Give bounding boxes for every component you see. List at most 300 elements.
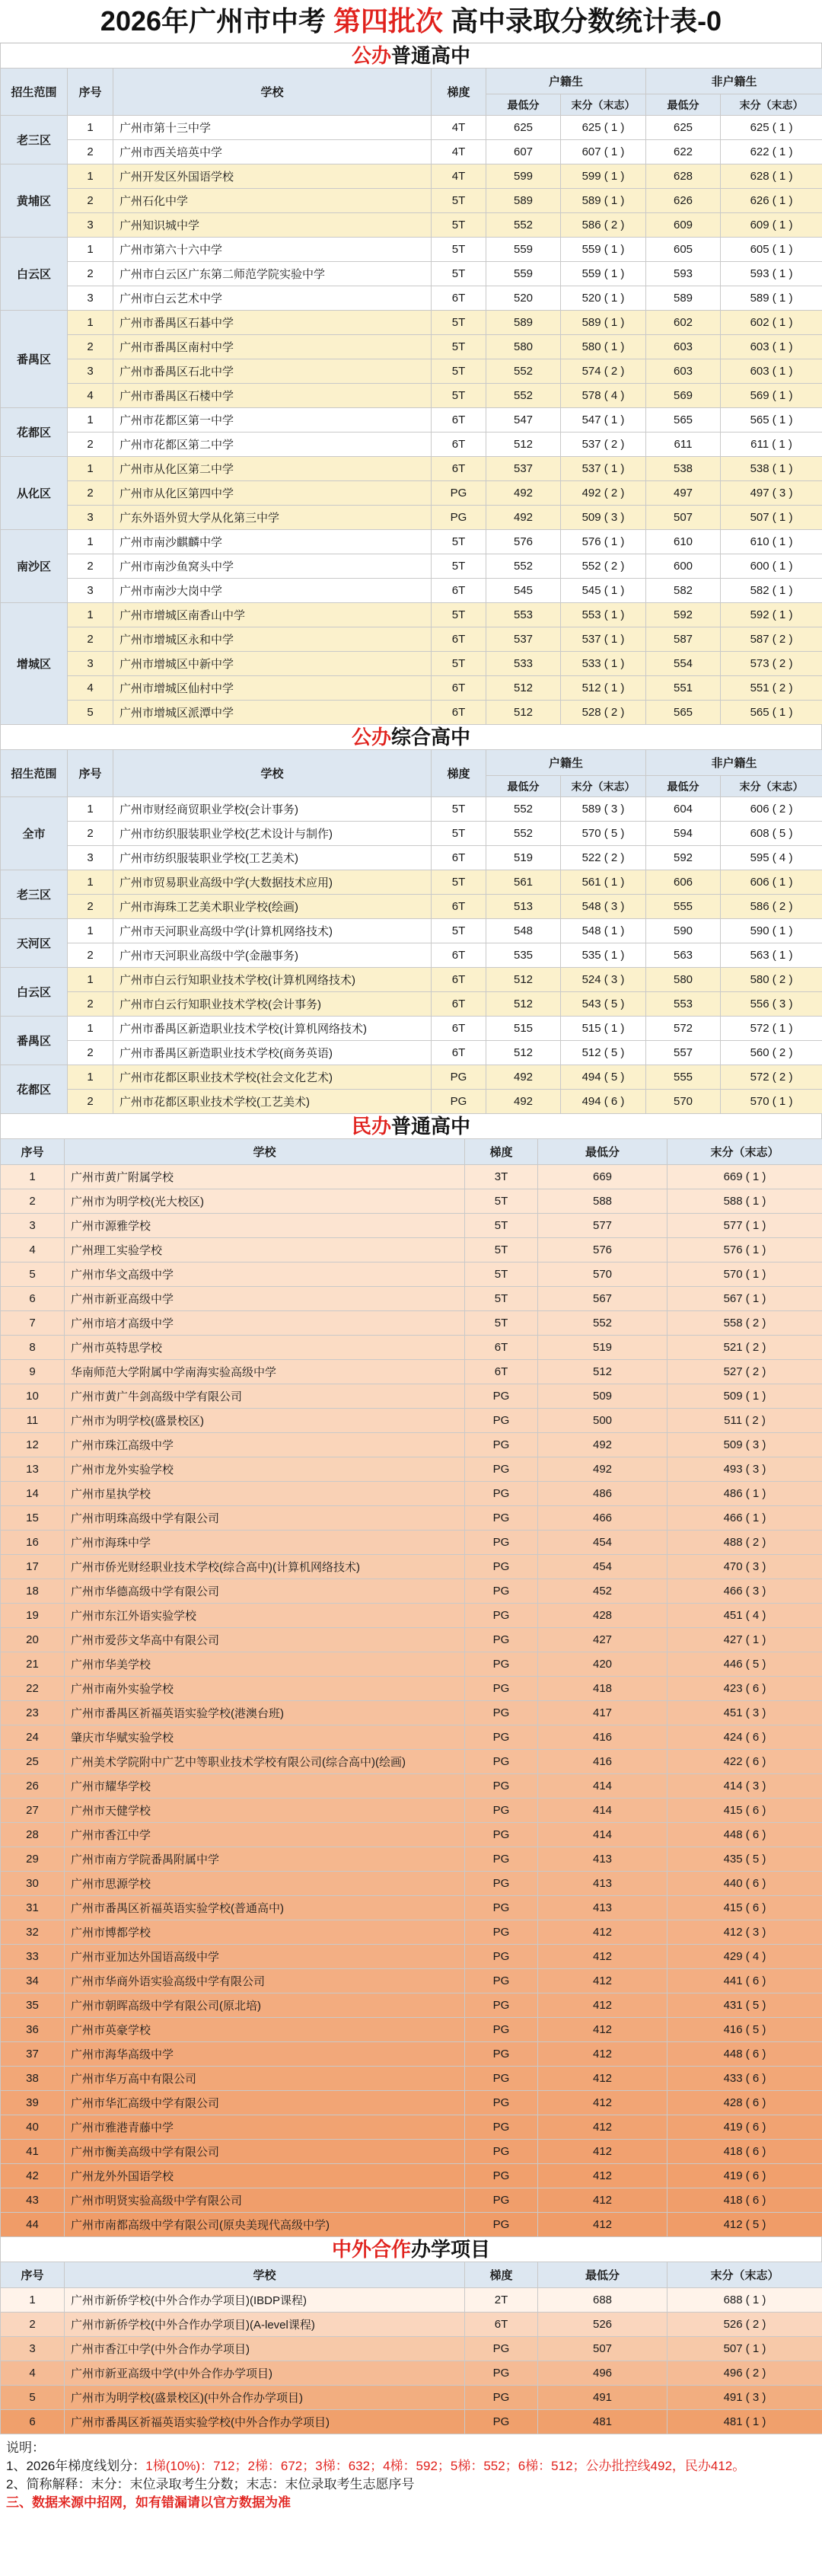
min-score: 417 xyxy=(538,1701,667,1725)
section-title-red: 公办 xyxy=(351,726,391,749)
local-min: 559 xyxy=(486,262,561,286)
nonlocal-tail: 565 ( 1 ) xyxy=(721,701,822,725)
row-no: 25 xyxy=(1,1750,65,1774)
table-row xyxy=(1,189,822,213)
row-no: 15 xyxy=(1,1506,65,1531)
tier: 5T xyxy=(432,311,486,335)
public-table xyxy=(0,68,822,725)
min-score: 570 xyxy=(538,1262,667,1287)
region-cell: 白云区 xyxy=(1,238,68,311)
nonlocal-min: 554 xyxy=(646,652,721,676)
region-cell: 花都区 xyxy=(1,1065,68,1114)
min-score: 418 xyxy=(538,1677,667,1701)
tail-score: 570 ( 1 ) xyxy=(667,1262,822,1287)
local-min: 548 xyxy=(486,919,561,943)
min-score: 412 xyxy=(538,1969,667,1993)
school-name: 广州市海珠工艺美术职业学校(绘画) xyxy=(113,895,432,919)
table-row xyxy=(1,2067,822,2091)
tier: 5T xyxy=(465,1238,538,1262)
local-tail: 574 ( 2 ) xyxy=(561,359,646,384)
local-tail: 578 ( 4 ) xyxy=(561,384,646,408)
tier: PG xyxy=(465,2091,538,2115)
row-no: 2 xyxy=(68,1041,113,1065)
row-no: 2 xyxy=(68,335,113,359)
row-no: 4 xyxy=(1,2361,65,2386)
row-no: 35 xyxy=(1,1993,65,2018)
region-cell: 全市 xyxy=(1,797,68,870)
public-sections xyxy=(0,43,822,1114)
tail-score: 488 ( 2 ) xyxy=(667,1531,822,1555)
nonlocal-min: 590 xyxy=(646,919,721,943)
school-name: 广州市南都高级中学有限公司(原央美现代高级中学) xyxy=(65,2213,465,2237)
school-name: 广州市星执学校 xyxy=(65,1482,465,1506)
local-tail: 576 ( 1 ) xyxy=(561,530,646,554)
nonlocal-min: 555 xyxy=(646,1065,721,1090)
row-no: 34 xyxy=(1,1969,65,1993)
table-row xyxy=(1,2115,822,2140)
school-name: 广州市明珠高级中学有限公司 xyxy=(65,1506,465,1531)
tier: PG xyxy=(465,1555,538,1579)
col-header-no: 序号 xyxy=(1,1139,65,1165)
row-no: 2 xyxy=(68,189,113,213)
tier: 6T xyxy=(432,846,486,870)
table-row xyxy=(1,457,822,481)
note-tiers xyxy=(6,2457,816,2475)
min-score: 413 xyxy=(538,1896,667,1920)
col-header-min: 最低分 xyxy=(646,94,721,116)
nonlocal-tail: 603 ( 1 ) xyxy=(721,335,822,359)
tier: PG xyxy=(465,2067,538,2091)
tail-score: 440 ( 6 ) xyxy=(667,1872,822,1896)
min-score: 412 xyxy=(538,2140,667,2164)
row-no: 10 xyxy=(1,1384,65,1409)
school-name: 广州市白云行知职业技术学校(会计事务) xyxy=(113,992,432,1017)
row-no: 1 xyxy=(68,457,113,481)
school-name: 广州市白云区广东第二师范学院实验中学 xyxy=(113,262,432,286)
school-name: 广州市白云行知职业技术学校(计算机网络技术) xyxy=(113,968,432,992)
min-score: 428 xyxy=(538,1604,667,1628)
row-no: 40 xyxy=(1,2115,65,2140)
table-row xyxy=(1,286,822,311)
nonlocal-min: 610 xyxy=(646,530,721,554)
nonlocal-min: 538 xyxy=(646,457,721,481)
nonlocal-tail: 569 ( 1 ) xyxy=(721,384,822,408)
tier: PG xyxy=(465,1384,538,1409)
table-row xyxy=(1,1017,822,1041)
tail-score: 415 ( 6 ) xyxy=(667,1896,822,1920)
table-row xyxy=(1,2313,822,2337)
col-header-school: 学校 xyxy=(65,2262,465,2288)
region-cell: 番禺区 xyxy=(1,1017,68,1065)
nonlocal-min: 602 xyxy=(646,311,721,335)
tier: PG xyxy=(465,1409,538,1433)
tier: PG xyxy=(465,1896,538,1920)
nonlocal-tail: 556 ( 3 ) xyxy=(721,992,822,1017)
tier: 6T xyxy=(432,286,486,311)
school-name: 广州市南沙大岗中学 xyxy=(113,579,432,603)
tier: 5T xyxy=(432,554,486,579)
local-min: 519 xyxy=(486,846,561,870)
col-header-min: 最低分 xyxy=(486,776,561,797)
local-tail: 570 ( 5 ) xyxy=(561,822,646,846)
min-score: 507 xyxy=(538,2337,667,2361)
school-name: 广州市番禺区祈福英语实验学校(普通高中) xyxy=(65,1896,465,1920)
tier: PG xyxy=(465,1823,538,1847)
local-min: 512 xyxy=(486,701,561,725)
nonlocal-min: 592 xyxy=(646,846,721,870)
tier: PG xyxy=(465,2386,538,2410)
school-name: 广州市华商外语实验高级中学有限公司 xyxy=(65,1969,465,1993)
row-no: 5 xyxy=(1,1262,65,1287)
tail-score: 511 ( 2 ) xyxy=(667,1409,822,1433)
min-score: 454 xyxy=(538,1531,667,1555)
tail-score: 431 ( 5 ) xyxy=(667,1993,822,2018)
min-score: 491 xyxy=(538,2386,667,2410)
table-row xyxy=(1,1189,822,1214)
school-name: 广州市纺织服装职业学校(艺术设计与制作) xyxy=(113,822,432,846)
row-no: 36 xyxy=(1,2018,65,2042)
table-row xyxy=(1,1384,822,1409)
local-tail: 494 ( 6 ) xyxy=(561,1090,646,1114)
row-no: 1 xyxy=(68,968,113,992)
row-no: 1 xyxy=(68,1017,113,1041)
tier: 5T xyxy=(432,189,486,213)
table-row xyxy=(1,2213,822,2237)
row-no: 2 xyxy=(1,2313,65,2337)
local-min: 537 xyxy=(486,627,561,652)
tier: 5T xyxy=(465,1311,538,1336)
table-row xyxy=(1,1945,822,1969)
table-row xyxy=(1,1677,822,1701)
min-score: 588 xyxy=(538,1189,667,1214)
public-section-title xyxy=(0,725,822,749)
table-row xyxy=(1,262,822,286)
tail-score: 429 ( 4 ) xyxy=(667,1945,822,1969)
public-table xyxy=(0,749,822,1114)
table-row xyxy=(1,1433,822,1457)
school-name: 肇庆市华赋实验学校 xyxy=(65,1725,465,1750)
tier: PG xyxy=(465,1433,538,1457)
school-name: 广州市第十三中学 xyxy=(113,116,432,140)
col-header-tail: 末分（末志） xyxy=(561,94,646,116)
row-no: 16 xyxy=(1,1531,65,1555)
local-min: 512 xyxy=(486,676,561,701)
school-name: 广州市亚加达外国语高级中学 xyxy=(65,1945,465,1969)
min-score: 414 xyxy=(538,1774,667,1799)
table-row xyxy=(1,2091,822,2115)
school-name: 广州市天河职业高级中学(金融事务) xyxy=(113,943,432,968)
min-score: 481 xyxy=(538,2410,667,2434)
tier: PG xyxy=(465,2042,538,2067)
tier: PG xyxy=(465,1628,538,1652)
school-name: 广州市华万高中有限公司 xyxy=(65,2067,465,2091)
row-no: 2 xyxy=(68,1090,113,1114)
table-row xyxy=(1,433,822,457)
tail-score: 423 ( 6 ) xyxy=(667,1677,822,1701)
nonlocal-tail: 572 ( 2 ) xyxy=(721,1065,822,1090)
col-header-tail: 末分（末志） xyxy=(667,2262,822,2288)
tail-score: 451 ( 3 ) xyxy=(667,1701,822,1725)
local-tail: 515 ( 1 ) xyxy=(561,1017,646,1041)
school-name: 广州市贸易职业高级中学(大数据技术应用) xyxy=(113,870,432,895)
table-row xyxy=(1,1238,822,1262)
table-row xyxy=(1,1872,822,1896)
row-no: 2 xyxy=(68,822,113,846)
nonlocal-tail: 606 ( 1 ) xyxy=(721,870,822,895)
row-no: 1 xyxy=(68,919,113,943)
local-min: 580 xyxy=(486,335,561,359)
tail-score: 496 ( 2 ) xyxy=(667,2361,822,2386)
row-no: 9 xyxy=(1,1360,65,1384)
local-tail: 524 ( 3 ) xyxy=(561,968,646,992)
nonlocal-min: 603 xyxy=(646,335,721,359)
local-tail: 559 ( 1 ) xyxy=(561,262,646,286)
tier: PG xyxy=(432,506,486,530)
nonlocal-tail: 572 ( 1 ) xyxy=(721,1017,822,1041)
nonlocal-tail: 570 ( 1 ) xyxy=(721,1090,822,1114)
tier: 5T xyxy=(465,1287,538,1311)
note-abbreviations: 2、简称解释：末分：末位录取考生分数；末志：末位录取考生志愿序号 xyxy=(6,2477,415,2491)
row-no: 28 xyxy=(1,1823,65,1847)
row-no: 2 xyxy=(68,481,113,506)
local-tail: 586 ( 2 ) xyxy=(561,213,646,238)
min-score: 420 xyxy=(538,1652,667,1677)
school-name: 广州市雅港青藤中学 xyxy=(65,2115,465,2140)
school-name: 广州市花都区第一中学 xyxy=(113,408,432,433)
school-name: 广州市花都区职业技术学校(社会文化艺术) xyxy=(113,1065,432,1090)
table-row xyxy=(1,2140,822,2164)
school-name: 广州市华美学校 xyxy=(65,1652,465,1677)
row-no: 22 xyxy=(1,1677,65,1701)
row-no: 7 xyxy=(1,1311,65,1336)
tail-score: 558 ( 2 ) xyxy=(667,1311,822,1336)
row-no: 3 xyxy=(68,506,113,530)
page-title xyxy=(0,0,822,43)
row-no: 2 xyxy=(68,895,113,919)
col-header-local: 户籍生 xyxy=(486,750,646,776)
local-tail: 528 ( 2 ) xyxy=(561,701,646,725)
min-score: 413 xyxy=(538,1847,667,1872)
tier: PG xyxy=(465,1531,538,1555)
min-score: 412 xyxy=(538,2213,667,2237)
local-min: 552 xyxy=(486,359,561,384)
tier: PG xyxy=(465,1701,538,1725)
tier: 3T xyxy=(465,1165,538,1189)
local-min: 625 xyxy=(486,116,561,140)
school-name: 广州市源雅学校 xyxy=(65,1214,465,1238)
tier: PG xyxy=(465,1725,538,1750)
tier: 6T xyxy=(432,895,486,919)
min-score: 509 xyxy=(538,1384,667,1409)
min-score: 496 xyxy=(538,2361,667,2386)
min-score: 412 xyxy=(538,1993,667,2018)
table-row xyxy=(1,408,822,433)
table-row xyxy=(1,1482,822,1506)
local-min: 552 xyxy=(486,822,561,846)
school-name: 广州市番禺区石碁中学 xyxy=(113,311,432,335)
section-title-red: 公办 xyxy=(351,44,391,67)
local-min: 515 xyxy=(486,1017,561,1041)
table-row xyxy=(1,1652,822,1677)
school-name: 广州市番禺区石北中学 xyxy=(113,359,432,384)
row-no: 3 xyxy=(68,579,113,603)
table-row xyxy=(1,992,822,1017)
tier: 6T xyxy=(432,457,486,481)
local-min: 552 xyxy=(486,554,561,579)
table-row xyxy=(1,1628,822,1652)
min-score: 567 xyxy=(538,1287,667,1311)
row-no: 6 xyxy=(1,1287,65,1311)
tier: PG xyxy=(465,1799,538,1823)
tier: 5T xyxy=(465,1189,538,1214)
school-name: 广州石化中学 xyxy=(113,189,432,213)
min-score: 512 xyxy=(538,1360,667,1384)
row-no: 30 xyxy=(1,1872,65,1896)
local-tail: 580 ( 1 ) xyxy=(561,335,646,359)
tail-score: 588 ( 1 ) xyxy=(667,1189,822,1214)
school-name: 广州市番禺区祈福英语实验学校(中外合作办学项目) xyxy=(65,2410,465,2434)
row-no: 1 xyxy=(68,164,113,189)
row-no: 3 xyxy=(1,1214,65,1238)
school-name: 广州市黄广附属学校 xyxy=(65,1165,465,1189)
min-score: 576 xyxy=(538,1238,667,1262)
table-row xyxy=(1,2410,822,2434)
col-header-tier: 梯度 xyxy=(465,1139,538,1165)
table-row xyxy=(1,2288,822,2313)
row-no: 4 xyxy=(68,384,113,408)
row-no: 12 xyxy=(1,1433,65,1457)
local-min: 561 xyxy=(486,870,561,895)
table-row xyxy=(1,1090,822,1114)
school-name: 广州市南方学院番禺附属中学 xyxy=(65,1847,465,1872)
table-row xyxy=(1,1506,822,1531)
local-tail: 545 ( 1 ) xyxy=(561,579,646,603)
row-no: 2 xyxy=(68,627,113,652)
table-row xyxy=(1,311,822,335)
min-score: 466 xyxy=(538,1506,667,1531)
nonlocal-min: 497 xyxy=(646,481,721,506)
tier: PG xyxy=(465,2337,538,2361)
table-row xyxy=(1,1823,822,1847)
row-no: 27 xyxy=(1,1799,65,1823)
school-name: 广州市番禺区南村中学 xyxy=(113,335,432,359)
table-row xyxy=(1,2164,822,2188)
tail-score: 466 ( 1 ) xyxy=(667,1506,822,1531)
table-row xyxy=(1,1555,822,1579)
row-no: 1 xyxy=(68,116,113,140)
row-no: 38 xyxy=(1,2067,65,2091)
school-name: 广州市华德高级中学有限公司 xyxy=(65,1579,465,1604)
row-no: 26 xyxy=(1,1774,65,1799)
local-tail: 494 ( 5 ) xyxy=(561,1065,646,1090)
nonlocal-min: 593 xyxy=(646,262,721,286)
tail-score: 470 ( 3 ) xyxy=(667,1555,822,1579)
local-tail: 512 ( 5 ) xyxy=(561,1041,646,1065)
school-name: 广州龙外外国语学校 xyxy=(65,2164,465,2188)
tail-score: 424 ( 6 ) xyxy=(667,1725,822,1750)
school-name: 广州市花都区第二中学 xyxy=(113,433,432,457)
school-name: 广州市耀华学校 xyxy=(65,1774,465,1799)
tail-score: 412 ( 3 ) xyxy=(667,1920,822,1945)
row-no: 1 xyxy=(68,530,113,554)
table-row xyxy=(1,1287,822,1311)
nonlocal-tail: 586 ( 2 ) xyxy=(721,895,822,919)
nonlocal-tail: 611 ( 1 ) xyxy=(721,433,822,457)
school-name: 广州市培才高级中学 xyxy=(65,1311,465,1336)
table-row xyxy=(1,1725,822,1750)
local-tail: 599 ( 1 ) xyxy=(561,164,646,189)
tier: PG xyxy=(465,1847,538,1872)
local-min: 533 xyxy=(486,652,561,676)
tail-score: 415 ( 6 ) xyxy=(667,1799,822,1823)
local-tail: 535 ( 1 ) xyxy=(561,943,646,968)
table-row xyxy=(1,1774,822,1799)
local-min: 492 xyxy=(486,1090,561,1114)
col-header-min: 最低分 xyxy=(486,94,561,116)
col-header-tier: 梯度 xyxy=(465,2262,538,2288)
school-name: 广州市为明学校(盛景校区) xyxy=(65,1409,465,1433)
tier: PG xyxy=(465,2115,538,2140)
nonlocal-tail: 589 ( 1 ) xyxy=(721,286,822,311)
private-section-title xyxy=(0,1114,822,1138)
nonlocal-tail: 628 ( 1 ) xyxy=(721,164,822,189)
nonlocal-tail: 609 ( 1 ) xyxy=(721,213,822,238)
min-score: 577 xyxy=(538,1214,667,1238)
school-name: 广州市思源学校 xyxy=(65,1872,465,1896)
nonlocal-min: 589 xyxy=(646,286,721,311)
min-score: 412 xyxy=(538,2042,667,2067)
tier: 6T xyxy=(432,1017,486,1041)
local-min: 552 xyxy=(486,213,561,238)
school-name: 广州市华文高级中学 xyxy=(65,1262,465,1287)
table-row xyxy=(1,1457,822,1482)
tier: PG xyxy=(465,1872,538,1896)
table-row xyxy=(1,822,822,846)
min-score: 452 xyxy=(538,1579,667,1604)
nonlocal-min: 553 xyxy=(646,992,721,1017)
tail-score: 418 ( 6 ) xyxy=(667,2188,822,2213)
table-row xyxy=(1,554,822,579)
tier: 5T xyxy=(432,797,486,822)
nonlocal-min: 551 xyxy=(646,676,721,701)
tail-score: 448 ( 6 ) xyxy=(667,2042,822,2067)
school-name: 广州市第六十六中学 xyxy=(113,238,432,262)
school-name: 广州市明贤实验高级中学有限公司 xyxy=(65,2188,465,2213)
table-row xyxy=(1,968,822,992)
tier: PG xyxy=(465,1579,538,1604)
tier: PG xyxy=(465,2140,538,2164)
table-row xyxy=(1,2188,822,2213)
nonlocal-tail: 622 ( 1 ) xyxy=(721,140,822,164)
tier: 6T xyxy=(432,579,486,603)
table-row xyxy=(1,1409,822,1433)
row-no: 33 xyxy=(1,1945,65,1969)
table-row xyxy=(1,2018,822,2042)
tier: 6T xyxy=(465,2313,538,2337)
nonlocal-tail: 606 ( 2 ) xyxy=(721,797,822,822)
nonlocal-tail: 600 ( 1 ) xyxy=(721,554,822,579)
nonlocal-tail: 592 ( 1 ) xyxy=(721,603,822,627)
tail-score: 486 ( 1 ) xyxy=(667,1482,822,1506)
local-tail: 589 ( 3 ) xyxy=(561,797,646,822)
public-section-title xyxy=(0,43,822,68)
school-name: 广州市增城区永和中学 xyxy=(113,627,432,652)
tail-score: 527 ( 2 ) xyxy=(667,1360,822,1384)
tail-score: 526 ( 2 ) xyxy=(667,2313,822,2337)
tier: 6T xyxy=(432,408,486,433)
nonlocal-tail: 580 ( 2 ) xyxy=(721,968,822,992)
coop-section-title xyxy=(0,2237,822,2262)
